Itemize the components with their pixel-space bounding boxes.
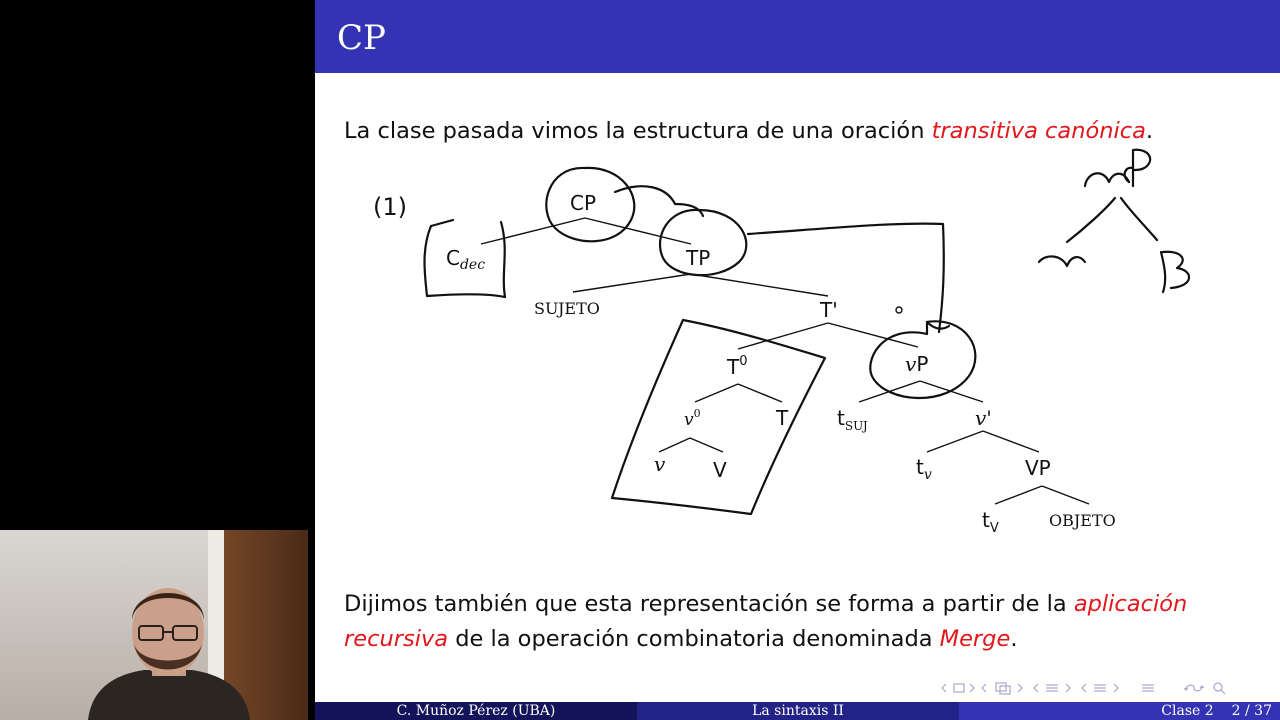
node-v-bar: v' [975,406,992,430]
intro-text: La clase pasada vimos la estructura de una oración transitiva canónica. [344,118,1154,144]
nav-back-forward-icon[interactable] [1184,685,1204,691]
node-objeto: OBJETO [1049,511,1116,530]
node-vP: vP [905,352,929,376]
emphasis-recursiva: recursiva [344,626,449,652]
node-t-V: $t_V$ [982,508,999,536]
node-t0: $T^0$ [727,354,748,379]
footer-page-number: 2 / 37 [1231,703,1272,719]
node-t-bar: T' [820,298,838,322]
nav-presentation-icon[interactable] [1082,684,1118,692]
node-v0: $v^0$ [684,407,701,430]
footer-section [959,702,1280,720]
node-t-suj: $t_{SUJ}$ [837,406,868,433]
emphasis-aplicacion: aplicación [1073,591,1188,617]
conclusion-line-2: recursiva de la operación combinatoria denominada Merge. [344,626,1018,652]
footer-course: La sintaxis II [637,702,959,720]
emphasis-transitiva: transitiva canónica [931,118,1146,144]
node-vp: VP [1025,456,1051,480]
node-tp: TP [686,246,711,270]
nav-section-icon[interactable] [1034,684,1070,692]
footer-class: Clase 2 [1161,703,1214,719]
presentation-slide [315,0,1280,720]
node-cp: CP [570,191,597,215]
beamer-navigation [940,680,1275,696]
tree-branches [481,218,1089,504]
example-number: (1) [373,193,407,221]
node-t-head: T [776,406,789,430]
node-sujeto: SUJETO [534,299,600,318]
nav-prev-frame-icon[interactable] [942,684,974,692]
ink-annotations [425,150,1190,514]
video-sidebar [0,0,315,720]
node-V: V [713,458,727,482]
slide-footer [315,702,1280,720]
node-c-dec: $C_{dec}$ [446,246,486,273]
presenter-avatar [82,574,254,720]
nav-appendix-icon[interactable] [1142,685,1154,691]
node-v-low: v [654,452,666,476]
nav-subsection-icon[interactable] [982,683,1022,694]
slide-title: CP [337,18,386,58]
webcam-video [0,530,308,720]
nav-search-icon[interactable] [1214,683,1225,694]
footer-author: C. Muñoz Pérez (UBA) [315,702,637,720]
emphasis-merge: Merge [939,626,1011,652]
conclusion-line-1: Dijimos también que esta representación se forma a partir de la aplicación [344,591,1188,617]
node-t-v: $t_v$ [916,455,932,483]
